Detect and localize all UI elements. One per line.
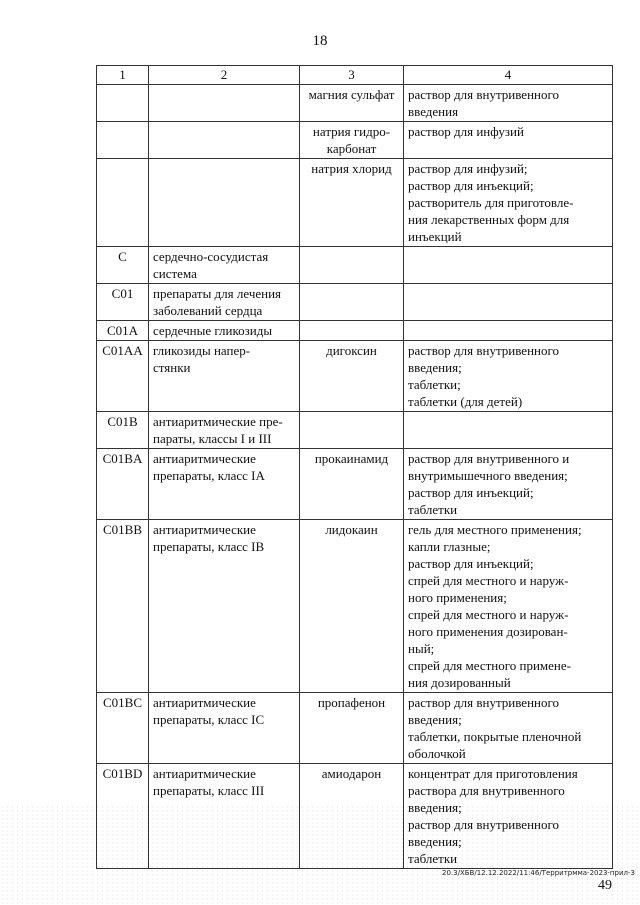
cell-group (149, 321, 300, 341)
cell-group-line: сердечные гликозиды (153, 323, 273, 338)
cell-forms-line: внутримышечного введения; (408, 468, 568, 483)
cell-drug-line: натрия хлорид (311, 161, 392, 176)
cell-code: C01A (97, 321, 149, 341)
cell-forms-line: введения; (408, 834, 462, 849)
cell-code: C01BA (97, 449, 149, 520)
table-row (97, 764, 613, 869)
cell-group (149, 341, 300, 412)
cell-forms-line: введения (408, 104, 459, 119)
cell-forms-line: раствор для инфузий; (408, 161, 528, 176)
table-row (97, 321, 613, 341)
cell-group (149, 412, 300, 449)
header-col-1: 1 (97, 66, 149, 85)
cell-group (149, 449, 300, 520)
cell-group-line: сердечно-сосудистая (153, 249, 269, 264)
header-col-4: 4 (404, 66, 613, 85)
cell-forms-line: введения; (408, 800, 462, 815)
footer-reference: 20.3/ХБВ/12.12.2022/11:46/Территрмма-2023-прил-3 (442, 869, 635, 877)
cell-group-line: антиаритмические (153, 451, 256, 466)
cell-forms (404, 122, 613, 159)
cell-drug-line: пропафенон (317, 695, 386, 710)
cell-forms-line: концентрат для приготовления (408, 766, 578, 781)
cell-code: C01BD (97, 764, 149, 869)
table-row (97, 85, 613, 122)
cell-forms-line: раствор для инъекций; (408, 178, 534, 193)
cell-forms-line: гель для местного применения; (408, 522, 582, 537)
cell-forms-line: раствор для внутривенного (408, 817, 559, 832)
table-row (97, 247, 613, 284)
cell-drug (300, 412, 404, 449)
cell-drug-line: амиодарон (321, 766, 382, 781)
cell-group-line: антиаритмические (153, 695, 256, 710)
cell-drug-line: дигоксин (326, 343, 377, 358)
cell-forms-line: таблетки; (408, 377, 461, 392)
cell-code (97, 159, 149, 247)
cell-group-line: гликозиды напер- (153, 343, 251, 358)
table-row (97, 449, 613, 520)
cell-drug (300, 122, 404, 159)
cell-drug (300, 520, 404, 693)
cell-forms (404, 341, 613, 412)
cell-forms-line: раствор для внутривенного и (408, 451, 570, 466)
cell-group (149, 247, 300, 284)
cell-group (149, 693, 300, 764)
cell-drug (300, 247, 404, 284)
cell-forms-line: растворитель для приготовле- (408, 195, 574, 210)
table-row (97, 693, 613, 764)
cell-forms-line: ного применения; (408, 590, 507, 605)
cell-drug-line: натрия гидро- (312, 124, 391, 139)
cell-group-line: параты, классы I и III (153, 431, 272, 446)
cell-code: C01B (97, 412, 149, 449)
cell-forms-line: таблетки, покрытые пленочной (408, 729, 582, 744)
sheet-number: 49 (598, 878, 612, 893)
cell-group (149, 85, 300, 122)
cell-forms-line: ния лекарственных форм для (408, 212, 570, 227)
cell-group-line: заболеваний сердца (153, 303, 263, 318)
cell-forms-line: раствор для инъекций; (408, 556, 534, 571)
table-row (97, 520, 613, 693)
cell-forms-line: капли глазные; (408, 539, 491, 554)
cell-drug-line: карбонат (326, 141, 377, 156)
table-row (97, 122, 613, 159)
cell-forms-line: инъекций (408, 229, 462, 244)
cell-drug (300, 159, 404, 247)
cell-drug (300, 764, 404, 869)
cell-forms-line: ния дозированный (408, 675, 511, 690)
cell-code: C01BC (97, 693, 149, 764)
cell-forms (404, 449, 613, 520)
cell-code: C01 (97, 284, 149, 321)
cell-forms (404, 247, 613, 284)
drug-table (96, 65, 613, 869)
cell-group-line: препараты, класс III (153, 783, 265, 798)
cell-drug-line: лидокаин (325, 522, 378, 537)
cell-forms-line: раствор для инфузий (408, 124, 524, 139)
cell-drug-line: прокаинамид (314, 451, 389, 466)
cell-group-line: антиаритмические (153, 522, 256, 537)
cell-drug (300, 693, 404, 764)
cell-forms-line: таблетки (для детей) (408, 394, 523, 409)
cell-group-line: препараты, класс IB (153, 539, 265, 554)
cell-forms (404, 284, 613, 321)
cell-drug-line: магния сульфат (308, 87, 395, 102)
cell-group-line: препараты для лечения (153, 286, 282, 301)
cell-group-line: система (153, 266, 197, 281)
table-row (97, 159, 613, 247)
cell-forms-line: таблетки (408, 851, 458, 866)
cell-drug (300, 321, 404, 341)
cell-group-line: антиаритмические пре- (153, 414, 283, 429)
cell-group (149, 520, 300, 693)
cell-forms-line: ный; (408, 641, 435, 656)
table-row (97, 341, 613, 412)
cell-forms (404, 321, 613, 341)
cell-forms-line: таблетки (408, 502, 458, 517)
cell-forms (404, 520, 613, 693)
table-header (97, 66, 613, 85)
cell-code: C01BB (97, 520, 149, 693)
cell-forms-line: оболочкой (408, 746, 466, 761)
cell-drug (300, 341, 404, 412)
cell-group (149, 764, 300, 869)
cell-forms (404, 412, 613, 449)
cell-forms-line: спрей для местного и наруж- (408, 573, 569, 588)
cell-code: C (97, 247, 149, 284)
cell-group-line: препараты, класс IA (153, 468, 265, 483)
cell-forms-line: ного применения дозирован- (408, 624, 568, 639)
cell-forms-line: введения; (408, 360, 462, 375)
cell-forms-line: раствор для инъекций; (408, 485, 534, 500)
cell-forms-line: раствор для внутривенного (408, 87, 559, 102)
cell-forms-line: раствор для внутривенного (408, 695, 559, 710)
cell-code (97, 122, 149, 159)
cell-forms-line: спрей для местного и наруж- (408, 607, 569, 622)
cell-group (149, 159, 300, 247)
table-row (97, 284, 613, 321)
cell-group-line: стянки (153, 360, 191, 375)
cell-drug (300, 85, 404, 122)
cell-forms (404, 85, 613, 122)
cell-forms-line: спрей для местного примене- (408, 658, 571, 673)
header-col-3: 3 (300, 66, 404, 85)
page-number: 18 (312, 33, 328, 49)
table-row (97, 412, 613, 449)
cell-forms (404, 159, 613, 247)
cell-forms-line: раствор для внутривенного (408, 343, 559, 358)
cell-group-line: антиаритмические (153, 766, 256, 781)
cell-drug (300, 284, 404, 321)
cell-forms-line: введения; (408, 712, 462, 727)
header-col-2: 2 (149, 66, 300, 85)
cell-group-line: препараты, класс IC (153, 712, 265, 727)
cell-forms-line: раствора для внутривенного (408, 783, 565, 798)
cell-forms (404, 764, 613, 869)
cell-group (149, 122, 300, 159)
cell-forms (404, 693, 613, 764)
cell-group (149, 284, 300, 321)
cell-code: C01AA (97, 341, 149, 412)
cell-code (97, 85, 149, 122)
cell-drug (300, 449, 404, 520)
table-body (97, 85, 613, 869)
